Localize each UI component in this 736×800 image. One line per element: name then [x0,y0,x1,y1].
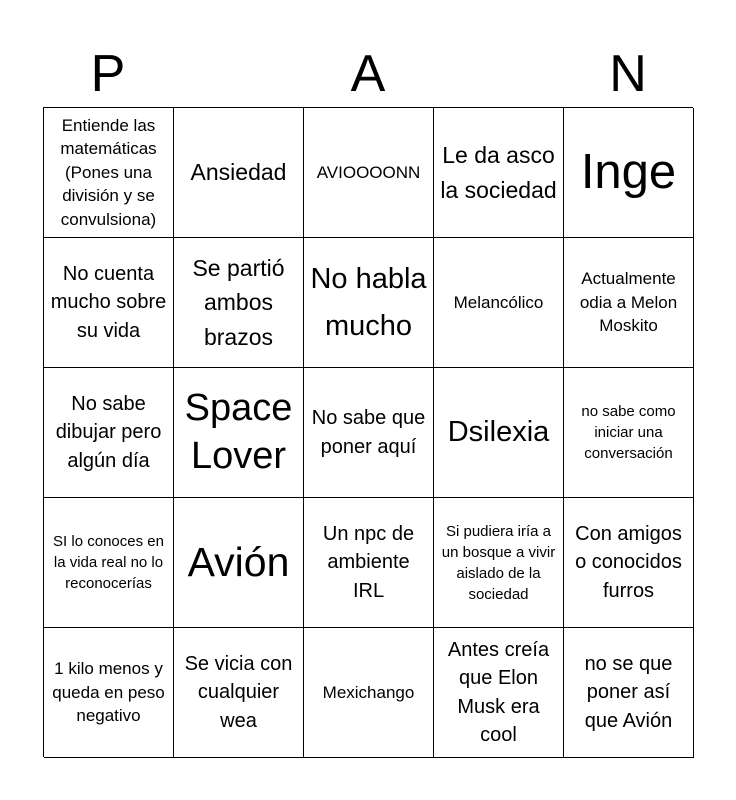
bingo-cell[interactable] [174,628,304,758]
bingo-cell[interactable] [564,368,694,498]
cell-text: No cuenta mucho sobre su vida [50,262,167,342]
bingo-cell[interactable] [44,628,174,758]
header-letter-p: P [90,45,126,103]
cell-text: Le da asco la sociedad [440,142,557,203]
bingo-cell[interactable] [44,368,174,498]
header-letter-a: A [350,45,386,103]
cell-text: Dsilexia [447,416,550,449]
bingo-cell[interactable] [174,368,304,498]
cell-text: Antes creía que Elon Musk era cool [447,638,550,746]
cell-text: Un npc de ambiente IRL [322,522,415,602]
bingo-cell[interactable] [304,628,434,758]
bingo-cell[interactable] [564,628,694,758]
cell-text: Actualmente odia a Melon Moskito [579,269,678,336]
cell-text: No sabe dibujar pero algún día [55,392,162,472]
cell-text: Mexichango [322,682,415,702]
cell-text: Se vicia con cualquier wea [184,652,293,732]
bingo-cell[interactable] [304,238,434,368]
bingo-cell[interactable] [174,238,304,368]
bingo-cell[interactable] [304,498,434,628]
bingo-cell[interactable] [434,628,564,758]
bingo-cell[interactable] [564,108,694,238]
bingo-cell[interactable] [434,108,564,238]
bingo-cell[interactable] [174,108,304,238]
cell-text: Space Lover [184,387,293,477]
cell-text: Avión [187,538,290,585]
cell-text: No habla mucho [310,263,427,342]
bingo-cell[interactable] [304,108,434,238]
cell-text: no sabe como iniciar una conversación [581,403,676,462]
bingo-cell[interactable] [564,238,694,368]
bingo-cell[interactable] [44,108,174,238]
cell-text: 1 kilo menos y queda en peso negativo [52,659,165,726]
bingo-cell[interactable] [174,498,304,628]
bingo-cell[interactable] [564,498,694,628]
cell-text: Inge [580,144,677,199]
cell-text: Entiende las matemáticas (Pones una división y se convulsiona) [60,115,157,229]
cell-text: Si pudiera iría a un bosque a vivir aislado de la sociedad [441,522,556,603]
bingo-cell[interactable] [434,368,564,498]
bingo-cell[interactable] [434,238,564,368]
bingo-card-grid [43,107,693,757]
cell-text: Se partió ambos brazos [192,254,285,350]
cell-text: no se que poner así que Avión [584,652,673,732]
header-spacer [173,44,303,104]
cell-text: Con amigos o conocidos furros [575,522,682,602]
bingo-cell[interactable] [44,498,174,628]
bingo-cell[interactable] [304,368,434,498]
cell-text: SI lo conoces en la vida real no lo reconocerías [53,533,164,592]
cell-text: Ansiedad [190,159,287,186]
cell-text: No sabe que poner aquí [311,407,426,458]
cell-text: AVIOOOONN [316,162,421,182]
bingo-header [43,44,693,104]
cell-text: Melancólico [453,292,544,312]
header-letter-n: N [609,45,647,103]
bingo-cell[interactable] [44,238,174,368]
header-spacer [433,44,563,104]
bingo-cell[interactable] [434,498,564,628]
